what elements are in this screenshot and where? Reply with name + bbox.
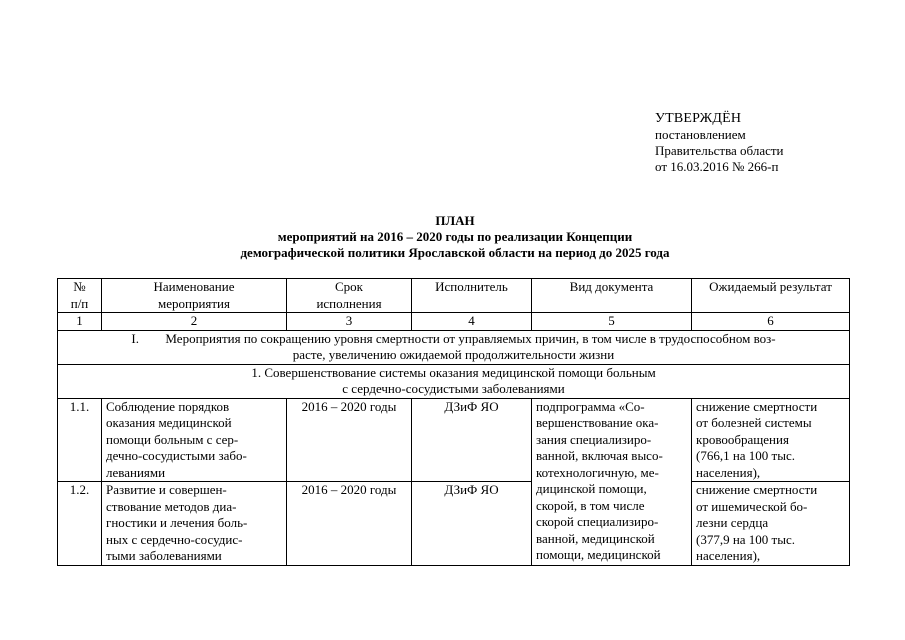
document-line: зания специализиро- (536, 431, 652, 447)
row-name-line: ных с сердечно-сосудис- (106, 531, 243, 547)
approval-line-1: постановлением (655, 127, 746, 142)
document-line: вершенствование ока- (536, 415, 659, 430)
result-line: кровообращения (696, 431, 789, 447)
header-result (692, 279, 850, 313)
header-num-line-1: № (73, 279, 86, 294)
result-line: от болезней системы (696, 415, 812, 430)
row-name (102, 482, 287, 566)
document-line: подпрограмма «Со- (536, 398, 645, 414)
plan-heading (150, 213, 760, 261)
document-line: скорой, в том числе (536, 497, 645, 513)
header-term-line-2: исполнения (316, 295, 382, 311)
table-header-row (58, 279, 850, 313)
row-name-line: оказания медицинской (106, 415, 232, 430)
result-line: населения), (696, 464, 761, 480)
table-row (58, 398, 850, 482)
document-line: ванной, включая высо- (536, 448, 663, 463)
table-row (58, 482, 850, 566)
result-line: лезни сердца (696, 515, 769, 530)
approval-block (655, 110, 895, 175)
header-term-line-1: Срок (335, 279, 363, 294)
section-row (58, 330, 850, 364)
subsection-title-line-1: 1. Совершенствование системы оказания медицинской помощи больным (251, 364, 656, 380)
subsection-heading (58, 364, 850, 398)
header-document (532, 279, 692, 313)
header-name (102, 279, 287, 313)
header-name-line-1: Наименование (153, 279, 235, 294)
result-line: снижение смертности (696, 398, 818, 414)
header-name-line-2: мероприятия (157, 295, 230, 311)
document-line: котехнологичную, ме- (536, 464, 659, 480)
column-number-row (58, 313, 850, 331)
row-name (102, 398, 287, 482)
header-term (287, 279, 412, 313)
col-number-1: 1 (58, 313, 102, 331)
subsection-row (58, 364, 850, 398)
result-line: населения), (696, 548, 761, 563)
row-document (532, 398, 692, 565)
heading-title: ПЛАН (435, 213, 475, 228)
col-number-5: 5 (532, 313, 692, 331)
header-executor-line-1: Исполнитель (435, 279, 508, 294)
subsection-title-line-2: с сердечно-сосудистыми заболеваниями (342, 381, 565, 396)
document-line: дицинской помощи, (536, 481, 647, 496)
row-number: 1.2. (58, 482, 102, 566)
row-result (692, 482, 850, 566)
col-number-6: 6 (692, 313, 850, 331)
row-name-line: Соблюдение порядков (106, 398, 230, 414)
row-executor: ДЗиФ ЯО (412, 482, 532, 566)
section-number: I. (131, 330, 140, 346)
result-line: снижение смертности (696, 482, 818, 497)
document-line: помощи, медицинской (536, 547, 661, 562)
section-heading-line-1 (62, 331, 845, 348)
col-number-2: 2 (102, 313, 287, 331)
plan-table (57, 278, 850, 566)
row-name-line: помощи больным с сер- (106, 431, 239, 447)
result-line: (377,9 на 100 тыс. (696, 531, 795, 547)
row-result (692, 398, 850, 482)
header-executor (412, 279, 532, 313)
row-term: 2016 – 2020 годы (287, 482, 412, 566)
row-name-line: ствование методов диа- (106, 498, 237, 514)
header-result-line-1: Ожидаемый результат (709, 279, 832, 294)
col-number-4: 4 (412, 313, 532, 331)
section-title-part-1: Мероприятия по сокращению уровня смертности от управляемых причин, в том числе в трудоспособном воз- (165, 330, 776, 346)
row-name-line: тыми заболеваниями (106, 548, 222, 563)
row-name-line: леваниями (106, 464, 166, 480)
approval-line-2: Правительства области (655, 143, 784, 158)
result-line: (766,1 на 100 тыс. (696, 448, 795, 463)
document-line: ванной, медицинской (536, 530, 655, 546)
header-num-line-2: п/п (70, 295, 89, 311)
approval-line-3: от 16.03.2016 № 266-п (655, 159, 779, 174)
header-document-line-1: Вид документа (569, 279, 654, 294)
row-executor: ДЗиФ ЯО (412, 398, 532, 482)
row-name-line: гностики и лечения боль- (106, 515, 248, 530)
document-line: скорой специализиро- (536, 514, 659, 529)
approval-title: УТВЕРЖДЁН (655, 111, 742, 126)
result-line: от ишемической бо- (696, 498, 808, 514)
row-term: 2016 – 2020 годы (287, 398, 412, 482)
row-name-line: Развитие и совершен- (106, 482, 227, 497)
heading-subtitle-1: мероприятий на 2016 – 2020 годы по реализации Концепции (277, 229, 633, 244)
col-number-3: 3 (287, 313, 412, 331)
section-heading (58, 330, 850, 364)
heading-subtitle-2: демографической политики Ярославской области на период до 2025 года (240, 245, 670, 260)
section-title-part-2: расте, увеличению ожидаемой продолжительности жизни (292, 347, 615, 362)
header-num (58, 279, 102, 313)
row-number: 1.1. (58, 398, 102, 482)
row-name-line: дечно-сосудистыми забо- (106, 448, 247, 463)
